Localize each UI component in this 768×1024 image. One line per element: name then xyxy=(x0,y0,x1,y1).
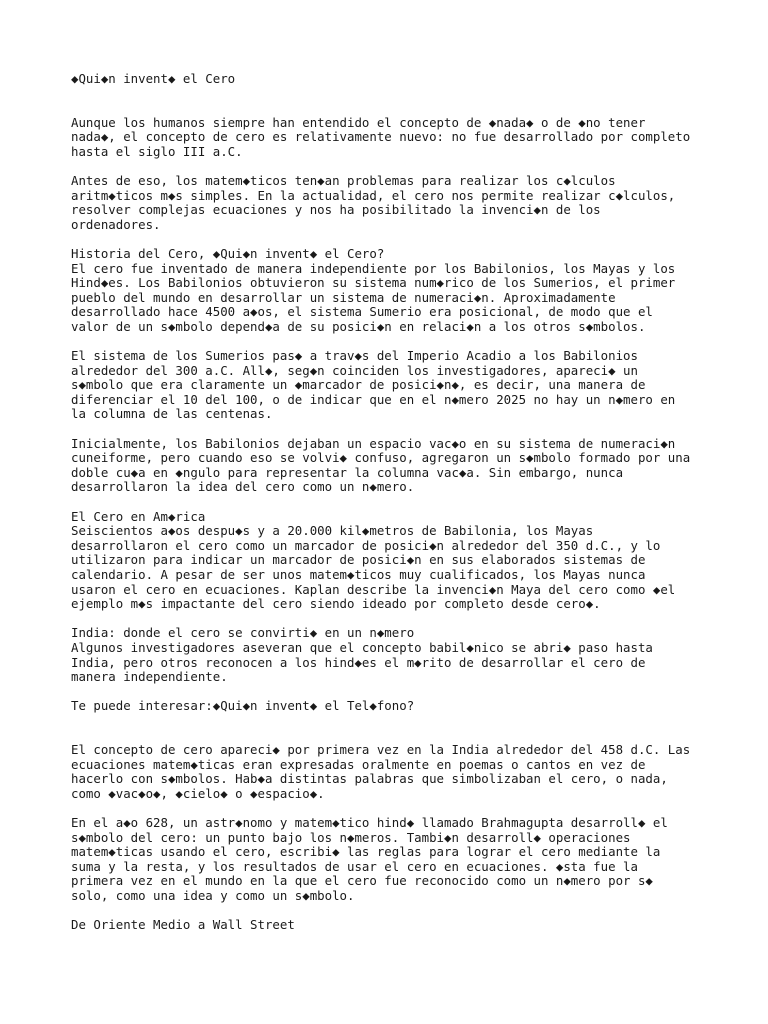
document-title xyxy=(71,72,721,87)
text-line: hasta el siglo III a.C. xyxy=(71,143,243,159)
paragraph xyxy=(71,349,721,422)
paragraph xyxy=(71,699,721,714)
text-line: Aunque los humanos siempre han entendido el concepto de ◆nada◆ o de ◆no tener xyxy=(71,114,646,130)
text-line: resolver complejas ecuaciones y nos ha posibilitado la invenci◆n de los xyxy=(71,202,601,218)
text-line: pueblo del mundo en desarrollar un sistema de numeraci◆n. Aproximadamente xyxy=(71,289,616,305)
text-line: El sistema de los Sumerios pas◆ a trav◆s del Imperio Acadio a los Babilonios xyxy=(71,348,638,364)
paragraph xyxy=(71,816,721,904)
text-line: ordenadores. xyxy=(71,216,161,232)
text-line: Historia del Cero, ◆Qui◆n invent◆ el Cero? xyxy=(71,245,385,261)
text-line: aritm◆ticos m◆s simples. En la actualidad, el cero nos permite realizar c◆lculos, xyxy=(71,187,676,203)
text-line: alrededor del 300 a.C. All◆, seg◆n coinciden los investigadores, apareci◆ un xyxy=(71,362,638,378)
text-line: ejemplo m◆s impactante del cero siendo ideado por completo desde cero◆. xyxy=(71,596,601,612)
text-line: India, pero otros reconocen a los hind◆es el m◆rito de desarrollar el cero de xyxy=(71,654,646,670)
paragraph xyxy=(71,918,721,933)
text-line: valor de un s◆mbolo depend◆a de su posici◆n en relaci◆n a los otros s◆mbolos. xyxy=(71,318,646,334)
text-line: primera vez en el mundo en la que el cero fue reconocido como un n◆mero por s◆ xyxy=(71,873,653,889)
text-line: desarrollaron la idea del cero como un n◆mero. xyxy=(71,479,415,495)
text-line: doble cu◆a en ◆ngulo para representar la columna vac◆a. Sin embargo, nunca xyxy=(71,464,624,480)
text-line: Algunos investigadores aseveran que el concepto babil◆nico se abri◆ paso hasta xyxy=(71,639,653,655)
text-line: calendario. A pesar de ser unos matem◆ticos muy cualificados, los Mayas nunca xyxy=(71,567,646,582)
text-line: Inicialmente, los Babilonios dejaban un espacio vac◆o en su sistema de numeraci◆n xyxy=(71,435,676,451)
paragraph xyxy=(71,626,721,684)
paragraph xyxy=(71,743,721,801)
text-line: s◆mbolo del cero: un punto bajo los n◆meros. Tambi◆n desarroll◆ operaciones xyxy=(71,829,631,845)
paragraph xyxy=(71,116,721,160)
title-line: ◆Qui◆n invent◆ el Cero xyxy=(71,71,236,86)
text-line: desarrollado hace 4500 a◆os, el sistema Sumerio era posicional, de modo que el xyxy=(71,304,653,320)
text-line: ecuaciones matem◆ticas eran expresadas oralmente en poemas o cantos en vez de xyxy=(71,756,646,772)
text-line: Seiscientos a◆os despu◆s y a 20.000 kil◆metros de Babilonia, los Mayas xyxy=(71,523,594,539)
text-line: la columna de las centenas. xyxy=(71,406,273,422)
text-line: cuneiforme, pero cuando eso se volvi◆ confuso, agregaron un s◆mbolo formado por una xyxy=(71,450,691,466)
text-line: como ◆vac◆o◆, ◆cielo◆ o ◆espacio◆. xyxy=(71,785,325,801)
document-page xyxy=(71,72,721,947)
text-line: diferenciar el 10 del 100, o de indicar que en el n◆mero 2025 no hay un n◆mero en xyxy=(71,391,676,407)
text-line: El concepto de cero apareci◆ por primera vez en la India alrededor del 458 d.C. Las xyxy=(71,742,691,758)
text-line: De Oriente Medio a Wall Street xyxy=(71,917,295,933)
text-line: nada◆, el concepto de cero es relativamente nuevo: no fue desarrollado por completo xyxy=(71,129,691,145)
text-line: Hind◆es. Los Babilonios obtuvieron su sistema num◆rico de los Sumerios, el primer xyxy=(71,275,676,291)
text-line: manera independiente. xyxy=(71,669,228,685)
text-line: utilizaron para indicar un marcador de posici◆n en sus elaborados sistemas de xyxy=(71,552,646,568)
text-line: El Cero en Am◆rica xyxy=(71,508,206,524)
text-line: En el a◆o 628, un astr◆nomo y matem◆tico hind◆ llamado Brahmagupta desarroll◆ el xyxy=(71,815,668,831)
paragraph xyxy=(71,247,721,335)
text-line: hacerlo con s◆mbolos. Hab◆a distintas palabras que simbolizaban el cero, o nada, xyxy=(71,771,668,787)
paragraph xyxy=(71,510,721,612)
text-line: Te puede interesar:◆Qui◆n invent◆ el Tel◆fono? xyxy=(71,698,415,714)
text-line: desarrollaron el cero como un marcador de posici◆n alrededor del 350 d.C., y lo xyxy=(71,537,661,553)
text-line: Antes de eso, los matem◆ticos ten◆an problemas para realizar los c◆lculos xyxy=(71,172,616,188)
text-line: solo, como una idea y como un s◆mbolo. xyxy=(71,888,355,904)
text-line: India: donde el cero se convirti◆ en un n◆mero xyxy=(71,625,415,641)
paragraph xyxy=(71,174,721,232)
text-line: suma y la resta, y los resultados de usar el cero en ecuaciones. ◆sta fue la xyxy=(71,858,638,874)
text-line: matem◆ticas usando el cero, escribi◆ las reglas para lograr el cero mediante la xyxy=(71,844,661,860)
document-body xyxy=(71,116,721,933)
text-line: usaron el cero en ecuaciones. Kaplan describe la invenci◆n Maya del cero como ◆el xyxy=(71,581,676,597)
paragraph xyxy=(71,437,721,495)
text-line: s◆mbolo que era claramente un ◆marcador de posici◆n◆, es decir, una manera de xyxy=(71,377,646,393)
text-line: El cero fue inventado de manera independiente por los Babilonios, los Mayas y los xyxy=(71,260,676,276)
